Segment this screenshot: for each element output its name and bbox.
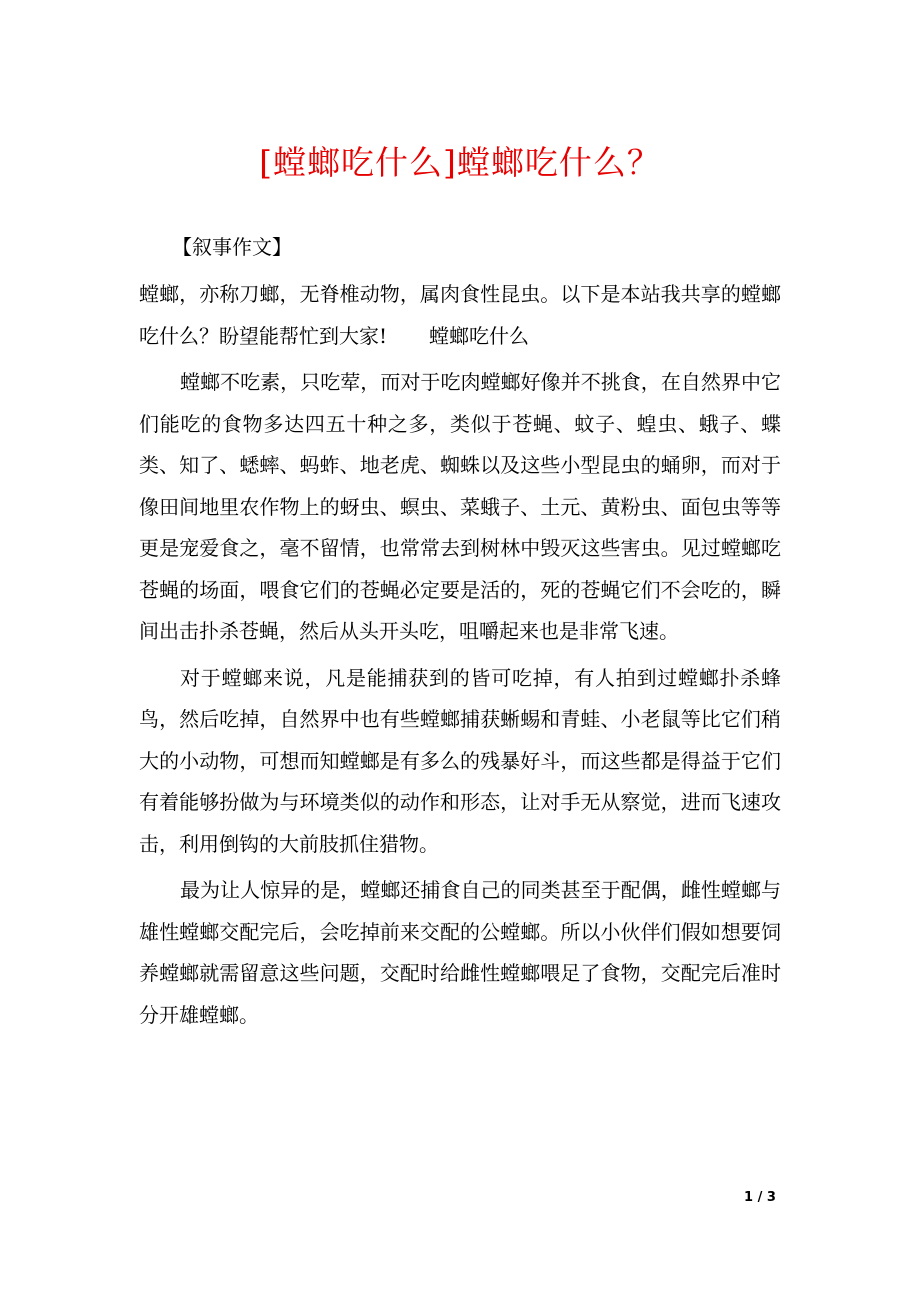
body-paragraph-2: 对于螳螂来说，凡是能捕获到的皆可吃掉，有人拍到过螳螂扑杀蜂鸟，然后吃掉，自然界中也有些螳螂捕获蜥蜴和青蛙、小老鼠等比它们稍大的小动物，可想而知螳螂是有多么的残暴好斗，而这些都是得益于它们有着能够扮做为与环境类似的动作和形态，让对手无从察觉，进而飞速攻击，利用倒钩的大前肢抓住猎物。: [139, 665, 781, 856]
intro-paragraph: [139, 274, 781, 357]
document-body: [139, 274, 781, 1036]
document-title: [螳螂吃什么]螳螂吃什么？: [259, 143, 661, 182]
body-paragraph-1: 螳螂不吃素，只吃荤，而对于吃肉螳螂好像并不挑食，在自然界中它们能吃的食物多达四五十种之多，类似于苍蝇、蚊子、蝗虫、蛾子、蝶类、知了、蟋蟀、蚂蚱、地老虎、蜘蛛以及这些小型昆虫的蛹卵，而对于像田间地里农作物上的蚜虫、螟虫、菜蛾子、土元、黄粉虫、面包虫等等更是宠爱食之，毫不留情，也常常去到树林中毁灭这些害虫。见过螳螂吃苍蝇的场面，喂食它们的苍蝇必定要是活的，死的苍蝇它们不会吃的，瞬间出击扑杀苍蝇，然后从头开头吃，咀嚼起来也是非常飞速。: [139, 370, 781, 643]
body-paragraph-3: 最为让人惊异的是，螳螂还捕食自己的同类甚至于配偶，雌性螳螂与雄性螳螂交配完后，会吃掉前来交配的公螳螂。所以小伙伴们假如想要饲养螳螂就需留意这些问题，交配时给雌性螳螂喂足了食物，交配完后准时分开雄螳螂。: [139, 878, 781, 1027]
category-tag: 【叙事作文】: [172, 235, 292, 259]
intro-text: 螳螂，亦称刀螂，无脊椎动物，属肉食性昆虫。以下是本站我共享的螳螂吃什么？盼望能帮忙到大家!: [139, 282, 781, 348]
page-number: 1 / 3: [744, 1190, 776, 1205]
intro-heading: 螳螂吃什么: [429, 323, 530, 348]
